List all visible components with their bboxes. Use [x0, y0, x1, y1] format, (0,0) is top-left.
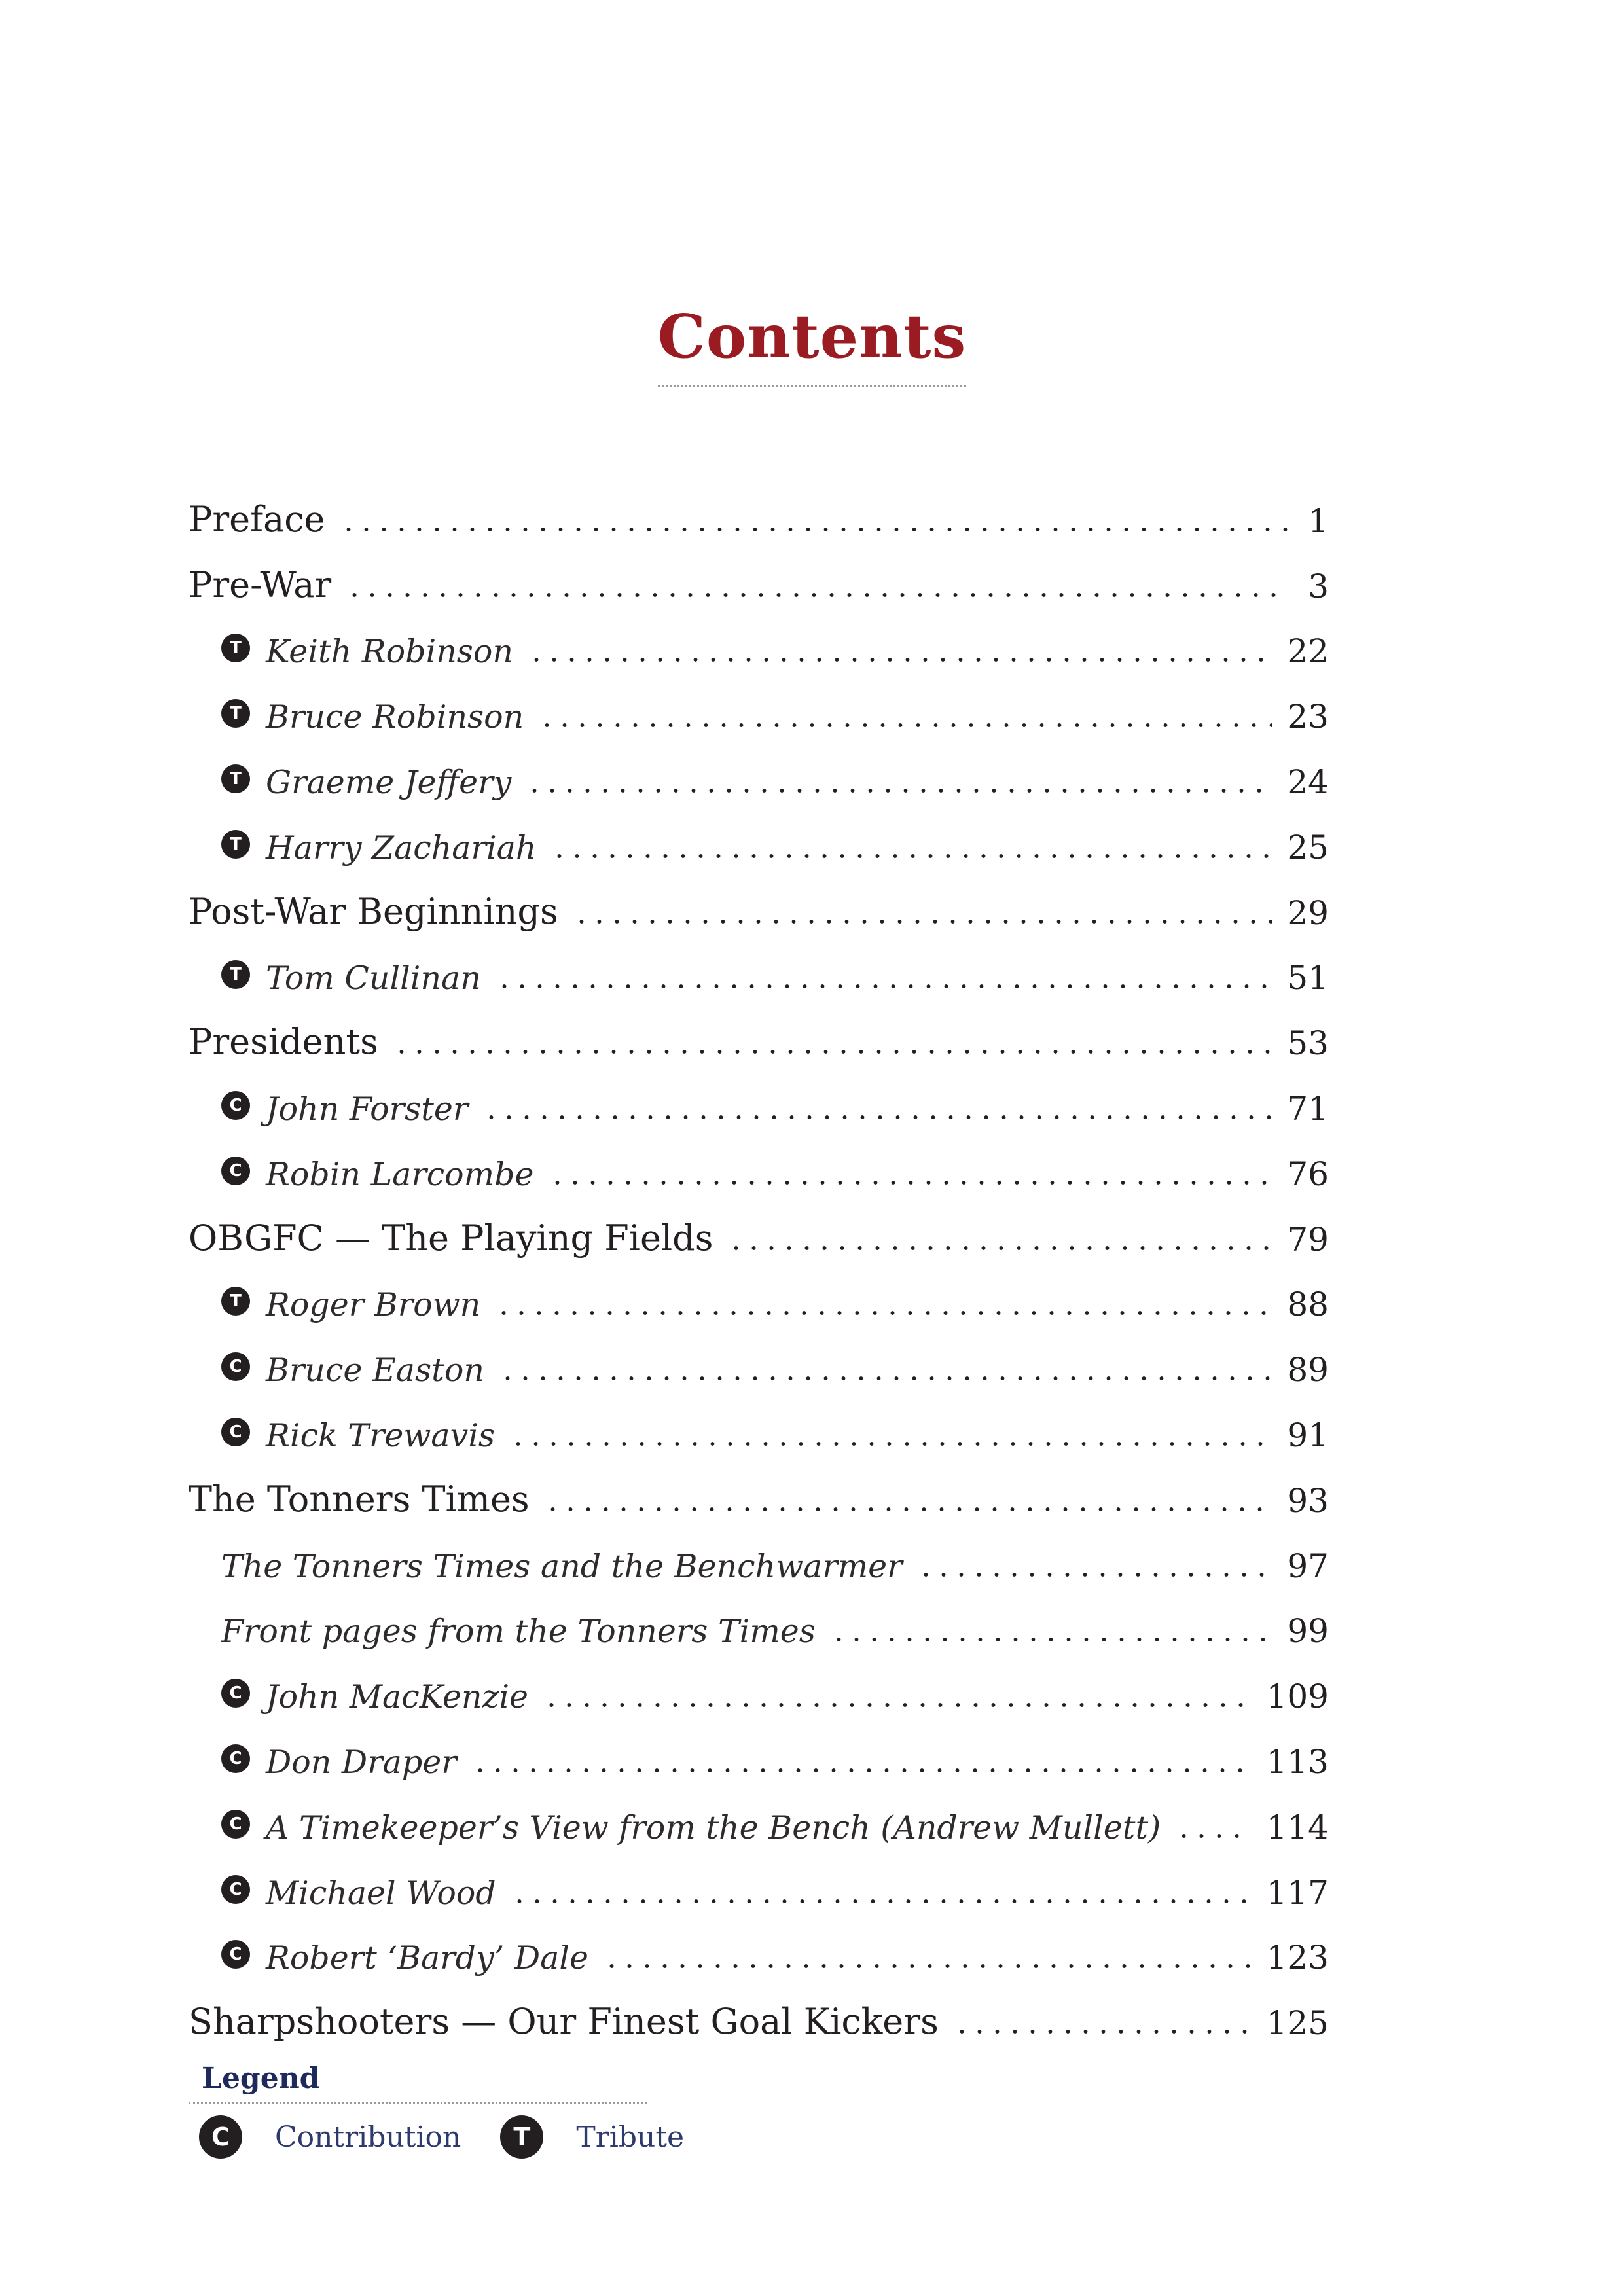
toc-entry-page-number: 114	[1266, 1808, 1329, 1846]
toc-entry-page-number: 76	[1287, 1155, 1329, 1193]
toc-entry-page-number: 113	[1266, 1742, 1329, 1781]
tribute-icon: T	[221, 764, 250, 793]
toc-entry-label: John MacKenzie	[266, 1678, 528, 1716]
toc-entry[interactable]	[189, 1128, 1329, 1193]
dot-leader	[830, 1637, 1272, 1642]
dot-leader	[917, 1572, 1273, 1577]
toc-entry-label: A Timekeeper’s View from the Bench (Andrew Mullett)	[266, 1808, 1161, 1846]
contribution-icon: C	[221, 1744, 250, 1773]
legend-item	[189, 2115, 461, 2159]
toc-entry[interactable]	[189, 1389, 1329, 1454]
toc-entry[interactable]	[189, 1977, 1329, 2042]
toc-entry-label: Keith Robinson	[266, 633, 513, 671]
toc-entry[interactable]	[189, 670, 1329, 736]
legend-item	[490, 2115, 684, 2159]
tribute-icon: T	[221, 634, 250, 662]
toc-entry-page-number: 125	[1266, 2004, 1329, 2043]
toc-entry[interactable]	[189, 605, 1329, 671]
legend	[189, 2062, 685, 2159]
toc-entry-label: Tom Cullinan	[266, 960, 481, 997]
toc-entry[interactable]	[189, 1912, 1329, 1977]
toc-entry-label: The Tonners Times	[189, 1478, 530, 1520]
toc-entry-page-number: 109	[1266, 1677, 1329, 1716]
toc-entry-page-number: 88	[1287, 1285, 1329, 1324]
toc-entry-page-number: 89	[1287, 1351, 1329, 1390]
legend-item-label: Tribute	[576, 2120, 685, 2154]
toc-entry[interactable]	[189, 1715, 1329, 1781]
contribution-icon: C	[221, 1418, 250, 1446]
toc-entry-page-number: 97	[1287, 1547, 1329, 1585]
toc-entry-label: Bruce Easton	[266, 1352, 484, 1390]
title-wrap	[0, 301, 1624, 387]
tribute-icon: T	[500, 2115, 543, 2159]
toc-entry-label: John Forster	[266, 1090, 469, 1128]
toc-entry-label: Presidents	[189, 1021, 378, 1063]
toc-entry-page-number: 51	[1287, 959, 1329, 997]
toc-entry[interactable]	[189, 1520, 1329, 1585]
toc-entry-label: Pre-War	[189, 564, 332, 605]
dot-leader	[340, 527, 1289, 532]
toc-entry-label: Michael Wood	[266, 1874, 496, 1912]
legend-items	[189, 2115, 685, 2159]
toc-entry[interactable]	[189, 801, 1329, 867]
dot-leader	[511, 1899, 1252, 1904]
contribution-icon: C	[221, 1091, 250, 1120]
legend-title: Legend	[189, 2062, 647, 2104]
toc-entry-label: Robert ‘Bardy’ Dale	[266, 1939, 589, 1977]
dot-leader	[495, 1310, 1272, 1316]
toc-entry-page-number: 93	[1287, 1481, 1329, 1520]
toc-entry-label: Bruce Robinson	[266, 698, 524, 736]
contribution-icon: C	[221, 1157, 250, 1185]
toc-entry-label: Harry Zachariah	[266, 829, 537, 867]
dot-leader	[544, 1507, 1273, 1512]
toc-entry-page-number: 79	[1287, 1220, 1329, 1259]
tribute-icon: T	[221, 960, 250, 989]
dot-leader	[499, 1376, 1272, 1381]
toc-entry-label: Post-War Beginnings	[189, 890, 558, 932]
toc-entry-page-number: 91	[1287, 1416, 1329, 1454]
page-title: Contents	[658, 301, 967, 387]
dot-leader	[1175, 1833, 1252, 1839]
table-of-contents	[189, 475, 1329, 2042]
toc-entry[interactable]	[189, 1781, 1329, 1846]
toc-entry-page-number: 23	[1287, 698, 1329, 736]
toc-entry-page-number: 25	[1287, 828, 1329, 867]
dot-leader	[482, 1115, 1272, 1120]
dot-leader	[526, 788, 1272, 793]
toc-entry-label: OBGFC — The Playing Fields	[189, 1217, 713, 1259]
toc-entry[interactable]	[189, 867, 1329, 932]
toc-entry-label: Sharpshooters — Our Finest Goal Kickers	[189, 2001, 939, 2043]
contribution-icon: C	[221, 1352, 250, 1381]
toc-entry[interactable]	[189, 1062, 1329, 1128]
toc-entry-page-number: 99	[1287, 1612, 1329, 1651]
dot-leader	[549, 1180, 1273, 1185]
toc-entry[interactable]	[189, 736, 1329, 801]
dot-leader	[550, 853, 1272, 859]
contribution-icon: C	[221, 1679, 250, 1708]
contribution-icon: C	[221, 1875, 250, 1904]
toc-entry-page-number: 123	[1266, 1939, 1329, 1977]
dot-leader	[471, 1768, 1252, 1773]
dot-leader	[346, 592, 1288, 598]
toc-entry[interactable]	[189, 1323, 1329, 1389]
toc-entry-label: Roger Brown	[266, 1286, 481, 1324]
toc-entry-label: Graeme Jeffery	[266, 763, 512, 801]
contribution-icon: C	[221, 1810, 250, 1839]
dot-leader	[538, 723, 1272, 728]
toc-entry[interactable]	[189, 540, 1329, 605]
toc-entry-page-number: 53	[1287, 1024, 1329, 1063]
toc-entry-label: The Tonners Times and the Benchwarmer	[221, 1547, 903, 1585]
toc-entry-label: Rick Trewavis	[266, 1416, 496, 1454]
dot-leader	[727, 1246, 1272, 1251]
legend-item-label: Contribution	[275, 2120, 461, 2154]
toc-entry[interactable]	[189, 997, 1329, 1062]
toc-entry[interactable]	[189, 1650, 1329, 1715]
toc-entry-label: Preface	[189, 498, 325, 540]
toc-entry[interactable]	[189, 1454, 1329, 1520]
toc-entry-page-number: 3	[1308, 567, 1329, 605]
dot-leader	[953, 2029, 1252, 2034]
tribute-icon: T	[221, 699, 250, 728]
dot-leader	[509, 1441, 1272, 1446]
contribution-icon: C	[199, 2115, 242, 2159]
dot-leader	[573, 919, 1273, 924]
toc-entry[interactable]	[189, 1259, 1329, 1324]
toc-entry-page-number: 24	[1287, 762, 1329, 801]
tribute-icon: T	[221, 1287, 250, 1316]
toc-entry-page-number: 22	[1287, 632, 1329, 671]
contribution-icon: C	[221, 1940, 250, 1969]
toc-entry[interactable]	[189, 932, 1329, 997]
dot-leader	[603, 1964, 1252, 1969]
toc-entry-label: Robin Larcombe	[266, 1155, 534, 1193]
toc-entry-page-number: 29	[1287, 893, 1329, 932]
tribute-icon: T	[221, 830, 250, 859]
toc-entry[interactable]	[189, 1585, 1329, 1651]
toc-entry-label: Don Draper	[266, 1743, 457, 1781]
toc-entry[interactable]	[189, 1846, 1329, 1912]
dot-leader	[528, 657, 1272, 662]
toc-entry-page-number: 71	[1287, 1089, 1329, 1128]
dot-leader	[393, 1049, 1273, 1054]
dot-leader	[543, 1702, 1252, 1708]
toc-entry-page-number: 1	[1308, 501, 1329, 540]
toc-entry-label: Front pages from the Tonners Times	[221, 1613, 816, 1651]
toc-entry-page-number: 117	[1266, 1873, 1329, 1912]
toc-entry[interactable]	[189, 475, 1329, 540]
dot-leader	[496, 984, 1273, 989]
toc-entry[interactable]	[189, 1193, 1329, 1259]
